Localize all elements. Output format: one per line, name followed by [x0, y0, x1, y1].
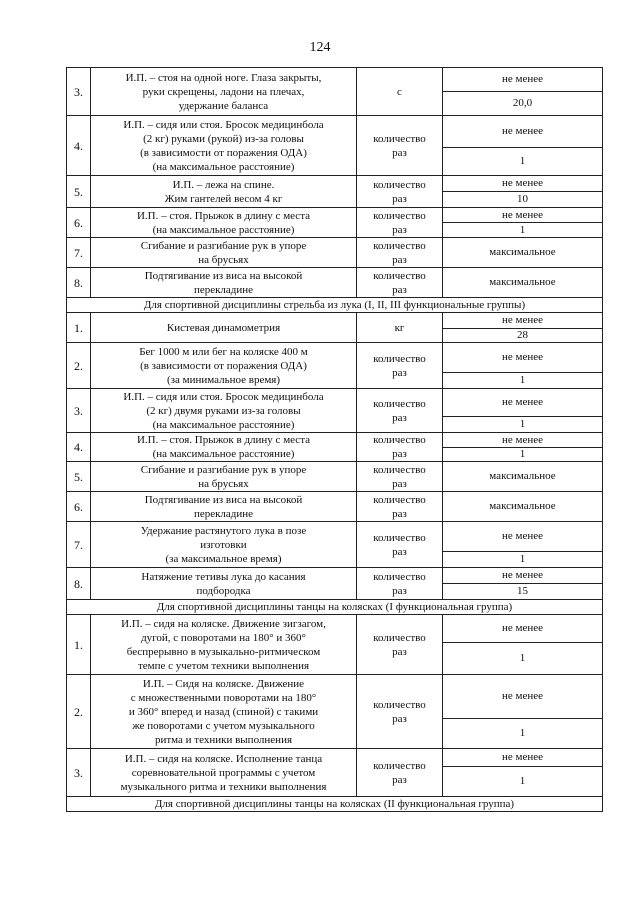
exercise-description: И.П. – лежа на спине. Жим гантелей весом 4 кг — [91, 176, 357, 208]
exercise-description: И.П. – сидя на коляске. Исполнение танца соревновательной программы с учетом музыкального ритма и техники выполнения — [91, 749, 357, 797]
row-number: 8. — [67, 268, 91, 298]
standard-value: 1 — [443, 767, 603, 797]
standard-value: 1 — [443, 223, 603, 238]
row-number: 8. — [67, 568, 91, 600]
standard-qualifier: не менее — [443, 433, 603, 448]
standard-qualifier: не менее — [443, 68, 603, 92]
page-number: 124 — [309, 40, 331, 55]
table-row — [67, 675, 603, 719]
standard-value: 1 — [443, 148, 603, 176]
row-number: 7. — [67, 238, 91, 268]
row-number: 1. — [67, 615, 91, 675]
standard-qualifier: не менее — [443, 343, 603, 373]
section-header-row — [67, 600, 603, 615]
table-row — [67, 313, 603, 329]
standard-qualifier: не менее — [443, 116, 603, 148]
standard-value: 15 — [443, 584, 603, 600]
exercise-description: Сгибание и разгибание рук в упоре на брусьях — [91, 238, 357, 268]
standard-qualifier: не менее — [443, 522, 603, 552]
table-row — [67, 749, 603, 767]
table-row — [67, 615, 603, 643]
table-row — [67, 568, 603, 584]
row-number: 3. — [67, 389, 91, 433]
exercise-description: Кистевая динамометрия — [91, 313, 357, 343]
exercise-description: И.П. – Сидя на коляске. Движение с множественными поворотами на 180° и 360° вперед и назад (спиной) с такими же поворотами с учетом музыкального ритма и техники выполнения — [91, 675, 357, 749]
exercise-description: Сгибание и разгибание рук в упоре на брусьях — [91, 462, 357, 492]
standard-value: 1 — [443, 417, 603, 433]
table-row — [67, 389, 603, 417]
unit-of-measure: количество раз — [357, 389, 443, 433]
unit-of-measure: количество раз — [357, 568, 443, 600]
table-row — [67, 433, 603, 448]
exercise-description: Натяжение тетивы лука до касания подбородка — [91, 568, 357, 600]
standard-value: максимальное — [443, 462, 603, 492]
table-row — [67, 208, 603, 223]
section-title: Для спортивной дисциплины стрельба из лука (I, II, III функциональные группы) — [67, 298, 603, 313]
row-number: 5. — [67, 462, 91, 492]
standard-value: 1 — [443, 643, 603, 675]
section-header-row — [67, 298, 603, 313]
standard-qualifier: не менее — [443, 749, 603, 767]
unit-of-measure: количество раз — [357, 116, 443, 176]
table-row — [67, 176, 603, 192]
exercise-description: И.П. – стоя. Прыжок в длину с места (на максимальное расстояние) — [91, 433, 357, 462]
standard-value: 1 — [443, 719, 603, 749]
standard-qualifier: не менее — [443, 389, 603, 417]
section-title: Для спортивной дисциплины танцы на колясках (I функциональная группа) — [67, 600, 603, 615]
exercise-description: И.П. – стоя на одной ноге. Глаза закрыты, руки скрещены, ладони на плечах, удержание баланса — [91, 68, 357, 116]
table-row — [67, 462, 603, 492]
exercise-description: Подтягивание из виса на высокой перекладине — [91, 268, 357, 298]
standard-qualifier: не менее — [443, 675, 603, 719]
standard-qualifier: не менее — [443, 615, 603, 643]
row-number: 6. — [67, 492, 91, 522]
table-row — [67, 268, 603, 298]
standard-value: 20,0 — [443, 92, 603, 116]
table-row — [67, 238, 603, 268]
unit-of-measure: кг — [357, 313, 443, 343]
unit-of-measure: с — [357, 68, 443, 116]
row-number: 7. — [67, 522, 91, 568]
section-header-row — [67, 797, 603, 812]
standard-value: 1 — [443, 552, 603, 568]
row-number: 4. — [67, 116, 91, 176]
row-number: 2. — [67, 343, 91, 389]
standard-value: 1 — [443, 448, 603, 462]
standard-value: максимальное — [443, 268, 603, 298]
unit-of-measure: количество раз — [357, 238, 443, 268]
table-row — [67, 116, 603, 148]
unit-of-measure: количество раз — [357, 433, 443, 462]
standard-value: максимальное — [443, 238, 603, 268]
unit-of-measure: количество раз — [357, 176, 443, 208]
standard-value: 10 — [443, 192, 603, 208]
exercise-description: Удержание растянутого лука в позе изготовки (за максимальное время) — [91, 522, 357, 568]
standard-value: максимальное — [443, 492, 603, 522]
row-number: 5. — [67, 176, 91, 208]
row-number: 3. — [67, 68, 91, 116]
unit-of-measure: количество раз — [357, 268, 443, 298]
unit-of-measure: количество раз — [357, 492, 443, 522]
standard-qualifier: не менее — [443, 568, 603, 584]
unit-of-measure: количество раз — [357, 522, 443, 568]
unit-of-measure: количество раз — [357, 615, 443, 675]
unit-of-measure: количество раз — [357, 675, 443, 749]
unit-of-measure: количество раз — [357, 208, 443, 238]
exercise-description: И.П. – стоя. Прыжок в длину с места (на максимальное расстояние) — [91, 208, 357, 238]
row-number: 1. — [67, 313, 91, 343]
table-row — [67, 522, 603, 552]
standards-table — [66, 67, 603, 812]
exercise-description: Подтягивание из виса на высокой перекладине — [91, 492, 357, 522]
row-number: 2. — [67, 675, 91, 749]
unit-of-measure: количество раз — [357, 462, 443, 492]
row-number: 6. — [67, 208, 91, 238]
exercise-description: И.П. – сидя или стоя. Бросок медицинбола (2 кг) руками (рукой) из-за головы (в зависимости от поражения ОДА) (на максимальное расстояние) — [91, 116, 357, 176]
standard-value: 1 — [443, 373, 603, 389]
table-row — [67, 343, 603, 373]
unit-of-measure: количество раз — [357, 343, 443, 389]
standard-value: 28 — [443, 329, 603, 343]
section-title: Для спортивной дисциплины танцы на колясках (II функциональная группа) — [67, 797, 603, 812]
standard-qualifier: не менее — [443, 313, 603, 329]
exercise-description: И.П. – сидя на коляске. Движение зигзагом, дугой, с поворотами на 180° и 360° беспрерывно в музыкально-ритмическом темпе с учетом техники выполнения — [91, 615, 357, 675]
exercise-description: Бег 1000 м или бег на коляске 400 м (в зависимости от поражения ОДА) (за минимальное время) — [91, 343, 357, 389]
table-row — [67, 492, 603, 522]
unit-of-measure: количество раз — [357, 749, 443, 797]
row-number: 4. — [67, 433, 91, 462]
standard-qualifier: не менее — [443, 208, 603, 223]
table-row — [67, 68, 603, 92]
exercise-description: И.П. – сидя или стоя. Бросок медицинбола (2 кг) двумя руками из-за головы (на максимальное расстояние) — [91, 389, 357, 433]
standard-qualifier: не менее — [443, 176, 603, 192]
row-number: 3. — [67, 749, 91, 797]
